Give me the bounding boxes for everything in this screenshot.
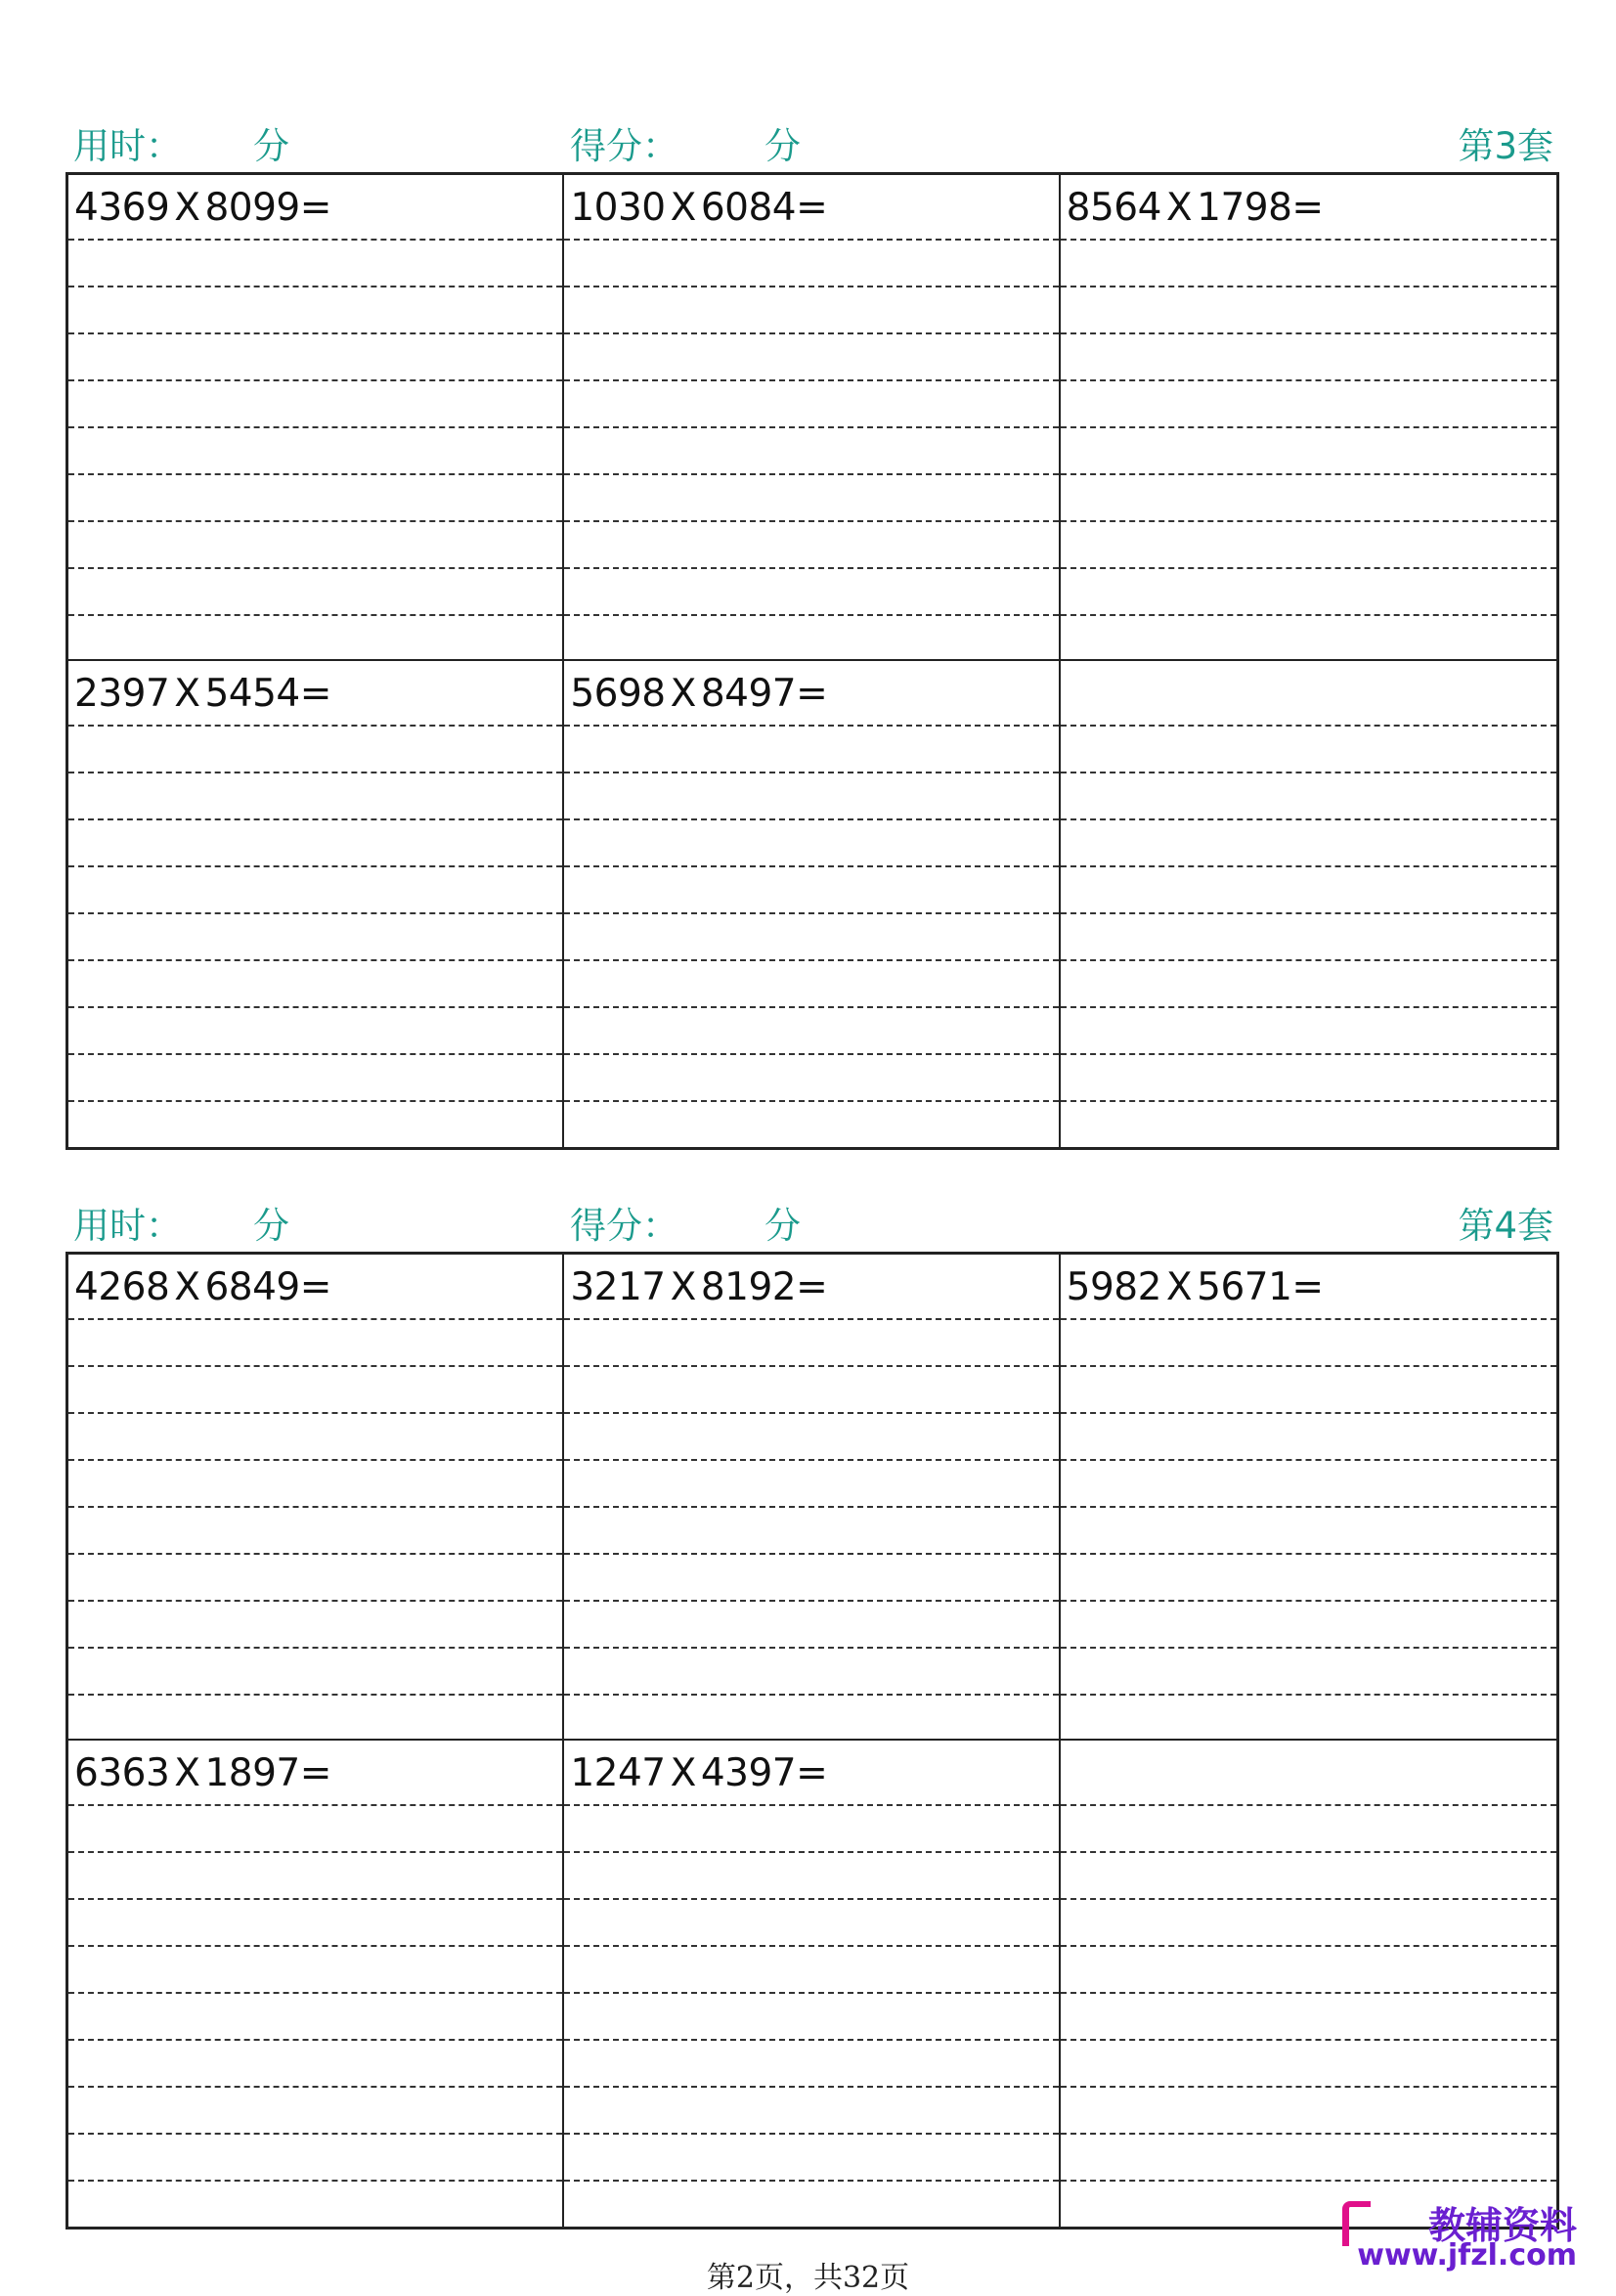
dashed-answer-line [564,818,1058,865]
dashed-answer-line [564,2039,1058,2086]
page-footer: 第2页，共32页 [706,2261,910,2295]
score-label: 得分： [570,125,678,167]
dashed-answer-line [564,772,1058,818]
dashed-answer-line [68,1006,562,1053]
dashed-answer-line [1061,1945,1556,1992]
dashed-answer-line [1061,1694,1556,1741]
dashed-answer-line [68,1992,562,2039]
dashed-answer-line [1061,239,1556,286]
problem-cell-empty [1061,1741,1556,2227]
worksheet-set [66,1201,1559,2230]
answer-lines [1061,1804,1556,2227]
dashed-answer-line [564,1647,1058,1694]
dashed-answer-line [68,912,562,959]
problem-cell [68,175,564,661]
answer-lines [564,725,1058,1147]
problem-text: 1247 X 4397= [570,1751,828,1795]
dashed-answer-line [564,2133,1058,2180]
problem-cell [564,1255,1060,1741]
dashed-answer-line [564,1945,1058,1992]
set-header [66,1201,1559,1252]
dashed-answer-line [68,1553,562,1600]
dashed-answer-line [68,1365,562,1412]
dashed-answer-line [1061,1647,1556,1694]
problem-text: 5698 X 8497= [570,672,828,716]
dashed-answer-line [564,1600,1058,1647]
time-label: 用时： [73,1205,182,1247]
problem-text: 2397 X 5454= [74,672,331,716]
dashed-answer-line [564,473,1058,520]
dashed-answer-line [68,2086,562,2133]
dashed-answer-line [68,2133,562,2180]
score-label: 得分： [570,1205,678,1247]
dashed-answer-line [1061,725,1556,772]
dashed-answer-line [1061,1553,1556,1600]
site-logo [1342,2195,1577,2274]
dashed-answer-line [68,379,562,426]
dashed-answer-line [1061,567,1556,614]
dashed-answer-line [68,1506,562,1553]
dashed-answer-line [1061,614,1556,661]
problem-text: 3217 X 8192= [570,1265,828,1309]
dashed-answer-line [68,1412,562,1459]
time-label: 用时： [73,125,182,167]
dashed-answer-line [564,912,1058,959]
dashed-answer-line [1061,520,1556,567]
problem-cell [1061,1255,1556,1741]
time-unit: 分 [253,125,289,167]
dashed-answer-line [1061,1459,1556,1506]
dashed-answer-line [68,567,562,614]
dashed-answer-line [564,1898,1058,1945]
dashed-answer-line [68,1945,562,1992]
time-unit: 分 [253,1205,289,1247]
problem-cell [68,1255,564,1741]
problem-grid [66,172,1559,1150]
set-header [66,121,1559,172]
dashed-answer-line [564,332,1058,379]
score-unit: 分 [764,125,801,167]
dashed-answer-line [68,1318,562,1365]
dashed-answer-line [564,1804,1058,1851]
dashed-answer-line [68,1647,562,1694]
dashed-answer-line [68,2180,562,2227]
answer-lines [1061,239,1556,661]
dashed-answer-line [1061,426,1556,473]
dashed-answer-line [564,614,1058,661]
dashed-answer-line [564,1412,1058,1459]
dashed-answer-line [564,1553,1058,1600]
dashed-answer-line [564,239,1058,286]
answer-lines [1061,725,1556,1147]
problem-cell [564,661,1060,1147]
answer-lines [68,239,562,661]
dashed-answer-line [564,1100,1058,1147]
dashed-answer-line [68,2039,562,2086]
problem-text: 4369 X 8099= [74,186,331,230]
dashed-answer-line [564,725,1058,772]
dashed-answer-line [564,1459,1058,1506]
dashed-answer-line [68,286,562,332]
answer-lines [1061,1318,1556,1741]
dashed-answer-line [1061,912,1556,959]
dashed-answer-line [68,818,562,865]
answer-lines [68,1804,562,2227]
dashed-answer-line [564,959,1058,1006]
score-unit: 分 [764,1205,801,1247]
dashed-answer-line [68,725,562,772]
logo-url: www.jfzl.com [1357,2238,1577,2273]
answer-lines [68,1318,562,1741]
dashed-answer-line [564,567,1058,614]
problem-text: 6363 X 1897= [74,1751,331,1795]
problem-cell [564,1741,1060,2227]
dashed-answer-line [68,1100,562,1147]
dashed-answer-line [564,1851,1058,1898]
answer-lines [68,725,562,1147]
dashed-answer-line [68,426,562,473]
dashed-answer-line [564,2180,1058,2227]
dashed-answer-line [564,1694,1058,1741]
dashed-answer-line [68,1851,562,1898]
dashed-answer-line [564,286,1058,332]
dashed-answer-line [68,1053,562,1100]
logo-name: 教辅资料 [1427,2204,1577,2247]
dashed-answer-line [564,1506,1058,1553]
dashed-answer-line [1061,2039,1556,2086]
dashed-answer-line [68,332,562,379]
dashed-answer-line [564,1992,1058,2039]
dashed-answer-line [1061,1412,1556,1459]
dashed-answer-line [1061,1992,1556,2039]
problem-text: 5982 X 5671= [1066,1265,1324,1309]
problem-grid [66,1252,1559,2230]
dashed-answer-line [564,1053,1058,1100]
dashed-answer-line [1061,473,1556,520]
dashed-answer-line [564,1318,1058,1365]
worksheet-set [66,121,1559,1150]
dashed-answer-line [564,865,1058,912]
dashed-answer-line [1061,772,1556,818]
dashed-answer-line [68,1804,562,1851]
answer-lines [564,239,1058,661]
dashed-answer-line [1061,959,1556,1006]
dashed-answer-line [1061,2133,1556,2180]
dashed-answer-line [68,473,562,520]
dashed-answer-line [1061,1365,1556,1412]
problem-cell [564,175,1060,661]
answer-lines [564,1804,1058,2227]
dashed-answer-line [68,239,562,286]
dashed-answer-line [1061,1898,1556,1945]
dashed-answer-line [1061,1804,1556,1851]
dashed-answer-line [564,426,1058,473]
dashed-answer-line [1061,286,1556,332]
dashed-answer-line [1061,1053,1556,1100]
dashed-answer-line [68,520,562,567]
problem-text: 8564 X 1798= [1066,186,1324,230]
dashed-answer-line [1061,1318,1556,1365]
dashed-answer-line [564,379,1058,426]
dashed-answer-line [564,520,1058,567]
problem-text [1067,1744,1076,1803]
dashed-answer-line [1061,865,1556,912]
dashed-answer-line [564,2086,1058,2133]
dashed-answer-line [68,1694,562,1741]
dashed-answer-line [1061,1006,1556,1053]
dashed-answer-line [1061,1100,1556,1147]
dashed-answer-line [564,1365,1058,1412]
dashed-answer-line [68,959,562,1006]
dashed-answer-line [68,1459,562,1506]
dashed-answer-line [1061,1600,1556,1647]
dashed-answer-line [68,772,562,818]
dashed-answer-line [68,1898,562,1945]
dashed-answer-line [1061,818,1556,865]
problem-cell-empty [1061,661,1556,1147]
problem-text: 1030 X 6084= [570,186,828,230]
dashed-answer-line [1061,332,1556,379]
set-title: 第3套 [1458,125,1553,167]
dashed-answer-line [1061,379,1556,426]
dashed-answer-line [68,865,562,912]
problem-text: 4268 X 6849= [74,1265,331,1309]
dashed-answer-line [1061,1506,1556,1553]
dashed-answer-line [68,614,562,661]
set-title: 第4套 [1458,1205,1553,1247]
dashed-answer-line [1061,2086,1556,2133]
dashed-answer-line [68,1600,562,1647]
answer-lines [564,1318,1058,1741]
dashed-answer-line [564,1006,1058,1053]
problem-text [1067,665,1076,724]
dashed-answer-line [1061,1851,1556,1898]
problem-cell [68,661,564,1147]
problem-cell [1061,175,1556,661]
problem-cell [68,1741,564,2227]
